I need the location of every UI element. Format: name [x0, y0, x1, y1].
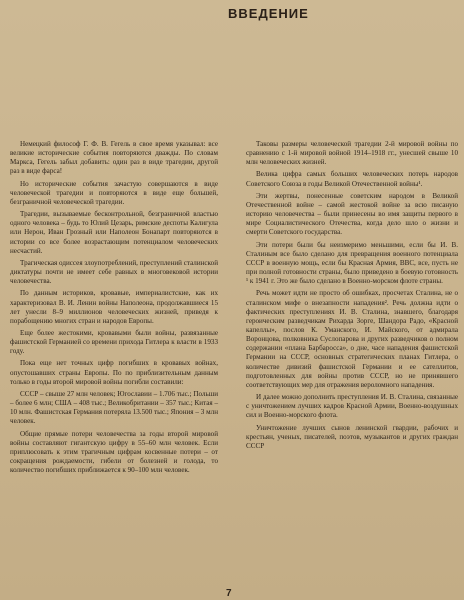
paragraph: Эти жертвы, понесенные советским народом в Великой Отечественной войне – самой жестокой войне за всю писаную историю человечества – были принесены во имя защиты первого в мире Социалистического Отечества, когда дело шло о жизни и смерти Советского государства. — [246, 191, 458, 237]
left-column — [10, 140, 218, 478]
paragraph: Трагедии, вызываемые бесконтрольной, безграничной властью одного человека – будь то Юлий Цезарь, римские деспоты Калигула или Нерон, Иван Грозный или Наполеон Бонапарт повторяются в истории со все более возрастающим потенциалом человеческих несчастий. — [10, 210, 218, 255]
paragraph: Трагическая одиссея злоупотреблений, преступлений сталинской диктатуры почти не имеет себе равных в многовековой истории человечества. — [10, 258, 218, 286]
paragraph: И далее можно дополнить преступления И. В. Сталина, связанные с уничтожением лучших кадров Красной Армии, Военно-воздушных сил и Военно-морского флота. — [246, 393, 458, 420]
paragraph: Эти потери были бы неизмеримо меньшими, если бы И. В. Сталиным все было сделано для превращения военного потенциала СССР в военную мощь, если бы Красная Армия, ВВС, все, пусть не при полной готовности страны, было приведено в боевую готовность ¹ к 1941 г. Это же было сделано в Военно-морском флоте страны. — [246, 240, 458, 286]
paragraph: СССР – свыше 27 млн человек; Югославии – 1.706 тыс.; Польши – более 6 млн; США – 408 тыс.; Великобритании – 357 тыс.; Китая – 10 млн. Фашистская Германия потеряла 13.500 тыс.; Япония – 3 млн человек. — [10, 389, 218, 426]
paragraph: Но исторические события зачастую совершаются в виде человеческой трагедии и повторяются в виде еще большей, безграничной человеческой трагедии. — [10, 179, 218, 206]
page-title: ВВЕДЕНИЕ — [228, 6, 309, 21]
paragraph: Велика цифра самых больших человеческих потерь народов Советского Союза в годы Великой Отечественной войны¹. — [246, 170, 458, 188]
paragraph: По данным историков, кровавые, империалистские, как их характеризовал В. И. Ленин войны Наполеона, продолжавшиеся 15 лет унесли 8–9 миллионов человеческих жизней, приведя к порабощению многих стран и народов Европы. — [10, 289, 218, 325]
paragraph: Общие прямые потери человечества за годы второй мировой войны составляют гигантскую цифру в 55–60 млн человек. Если приплюсовать к этим трагичным цифрам косвенные потери – от сокращения рождаемости, гибели от болезней и голода, то количество погибших приближается к 90–100 млн человек. — [10, 429, 218, 475]
paragraph: Уничтожение лучших сынов ленинской гвардии, рабочих и крестьян, ученых, писателей, поэтов, музыкантов и других граждан СССР — [246, 423, 458, 450]
right-column — [246, 140, 458, 454]
paragraph: Пока еще нет точных цифр погибших в кровавых войнах, опустошавших страны Европы. По по приблизительным данным только в годы второй мировой войны погибли составили: — [10, 359, 218, 386]
paragraph: Еще более жестокими, кровавыми были войны, развязанные фашистской Германией со времени прихода Гитлера к власти в 1933 году. — [10, 328, 218, 356]
paragraph: Немецкий философ Г. Ф. В. Гегель в свое время указывал: все великие исторические события повторяются дважды. По словам Маркса, Гегель забыл добавить: один раз в виде трагедии, другой раз в виде фарса! — [10, 140, 218, 176]
paragraph: Таковы размеры человеческой трагедии 2-й мировой войны по сравнению с 1-й мировой войной 1914–1918 гг., унесшей свыше 10 млн человеческих жизней. — [246, 140, 458, 167]
paragraph: Речь может идти не просто об ошибках, просчетах Сталина, не о сталинском мифе о внезапности нападения². Речь должна идти о фактических преступлениях И. В. Сталина, знавшего, благодаря героическим разведчикам Рихарда Зорге, Шандора Радо, «Красной капеллы», послов К. Уманского, И. Майского, от адмирала Воронцова, полковника Суслопарова и других разведчиков о полном содержании «плана Барбаросса», о дне, часе нападения фашистской Германии на СССР, основных стратегических планах Гитлера, о количестве дивизий фашистской Германии и ее сателлитов, подготовленных для войны против СССР, но не принявшего соответствующих мер для отражения вероломного нападения. — [246, 289, 458, 389]
page-number: 7 — [226, 588, 232, 599]
